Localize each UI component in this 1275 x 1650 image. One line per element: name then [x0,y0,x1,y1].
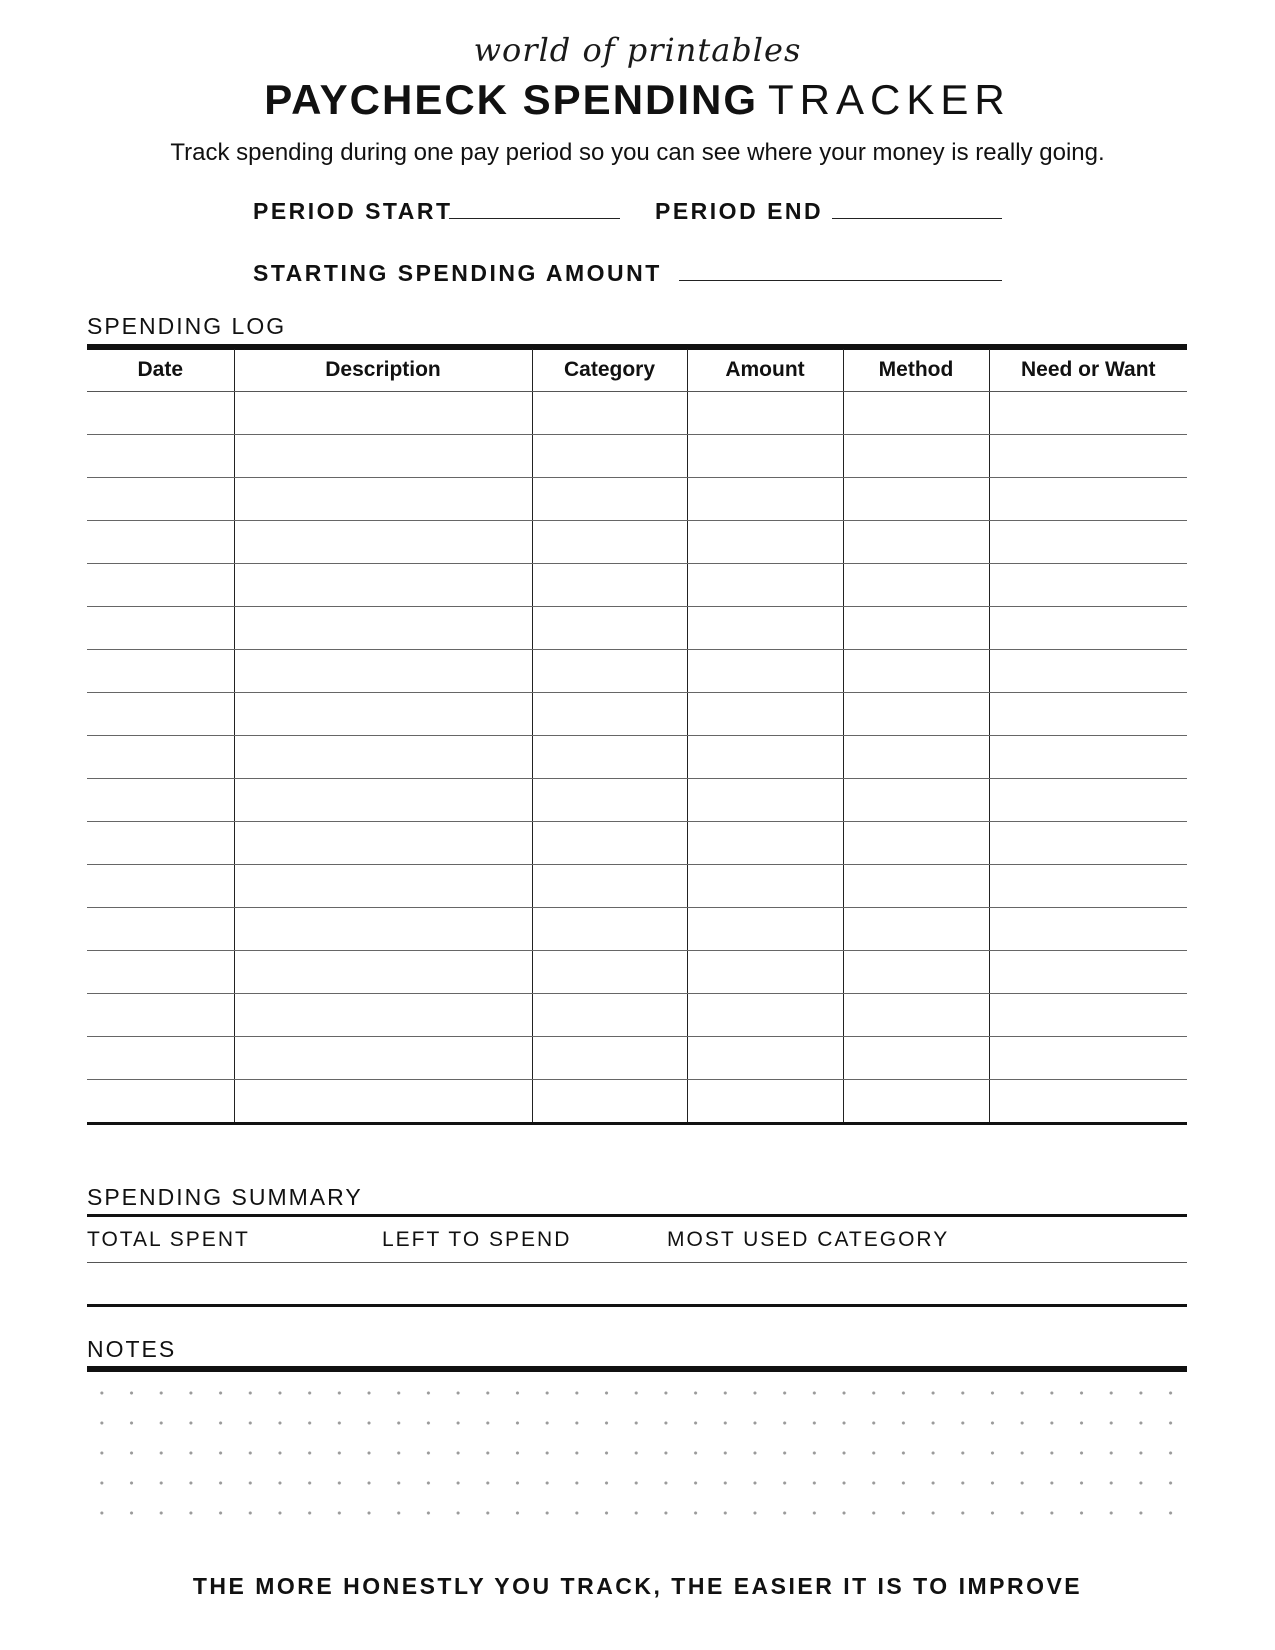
cell-date[interactable] [87,564,234,607]
cell-category[interactable] [532,435,687,478]
table-row [87,736,1187,779]
cell-description[interactable] [234,478,532,521]
cell-method[interactable] [843,908,989,951]
cell-date[interactable] [87,392,234,435]
cell-amount[interactable] [687,779,843,822]
cell-amount[interactable] [687,822,843,865]
starting-amount-field[interactable] [679,280,1002,281]
cell-description[interactable] [234,779,532,822]
notes-dot-grid[interactable] [87,1378,1187,1538]
cell-need-or-want[interactable] [989,994,1187,1037]
cell-category[interactable] [532,779,687,822]
cell-method[interactable] [843,607,989,650]
cell-date[interactable] [87,822,234,865]
cell-need-or-want[interactable] [989,478,1187,521]
table-row [87,435,1187,478]
table-row [87,607,1187,650]
cell-category[interactable] [532,392,687,435]
cell-description[interactable] [234,607,532,650]
cell-description[interactable] [234,1037,532,1080]
page-title-light: TRACKER [768,76,1011,123]
cell-category[interactable] [532,822,687,865]
cell-amount[interactable] [687,908,843,951]
cell-method[interactable] [843,650,989,693]
cell-date[interactable] [87,865,234,908]
column-category: Category [532,349,687,392]
cell-description[interactable] [234,951,532,994]
cell-date[interactable] [87,908,234,951]
cell-need-or-want[interactable] [989,822,1187,865]
period-end-label: PERIOD END [655,198,824,224]
cell-need-or-want[interactable] [989,1037,1187,1080]
notes-top-rule [87,1366,1187,1372]
table-row [87,908,1187,951]
cell-amount[interactable] [687,865,843,908]
table-row [87,865,1187,908]
cell-date[interactable] [87,951,234,994]
table-row [87,994,1187,1037]
page-title-bold: PAYCHECK SPENDING [264,76,759,123]
period-start-label: PERIOD START [253,198,453,224]
page-subtitle: Track spending during one pay period so you can see where your money is really going. [170,139,1105,166]
cell-category[interactable] [532,693,687,736]
cell-method[interactable] [843,779,989,822]
cell-category[interactable] [532,521,687,564]
period-start-field[interactable] [449,218,620,219]
cell-description[interactable] [234,736,532,779]
cell-method[interactable] [843,521,989,564]
cell-need-or-want[interactable] [989,521,1187,564]
cell-description[interactable] [234,693,532,736]
cell-amount[interactable] [687,521,843,564]
cell-category[interactable] [532,650,687,693]
cell-date[interactable] [87,650,234,693]
cell-category[interactable] [532,908,687,951]
cell-date[interactable] [87,607,234,650]
cell-need-or-want[interactable] [989,693,1187,736]
summary-entry-field[interactable] [87,1263,1187,1303]
cell-method[interactable] [843,1080,989,1124]
cell-date[interactable] [87,994,234,1037]
cell-need-or-want[interactable] [989,908,1187,951]
table-row [87,1037,1187,1080]
period-end-field[interactable] [832,218,1002,219]
cell-description[interactable] [234,521,532,564]
cell-category[interactable] [532,865,687,908]
cell-need-or-want[interactable] [989,736,1187,779]
spending-log-table [87,349,1187,1125]
cell-need-or-want[interactable] [989,650,1187,693]
cell-amount[interactable] [687,1037,843,1080]
table-header-row [87,349,1187,392]
cell-category[interactable] [532,736,687,779]
table-row [87,1080,1187,1124]
cell-category[interactable] [532,564,687,607]
cell-category[interactable] [532,994,687,1037]
column-method: Method [843,349,989,392]
cell-date[interactable] [87,736,234,779]
table-row [87,521,1187,564]
cell-amount[interactable] [687,650,843,693]
footer-motto: THE MORE HONESTLY YOU TRACK, THE EASIER IT IS TO IMPROVE [192,1573,1083,1599]
cell-method[interactable] [843,392,989,435]
cell-amount[interactable] [687,435,843,478]
table-row [87,650,1187,693]
cell-date[interactable] [87,693,234,736]
cell-date[interactable] [87,478,234,521]
cell-description[interactable] [234,392,532,435]
cell-amount[interactable] [687,478,843,521]
table-row [87,779,1187,822]
cell-need-or-want[interactable] [989,865,1187,908]
brand-logo: world of printables [473,31,802,69]
column-description: Description [234,349,532,392]
cell-need-or-want[interactable] [989,392,1187,435]
column-date: Date [87,349,234,392]
cell-date[interactable] [87,779,234,822]
cell-description[interactable] [234,650,532,693]
table-row [87,693,1187,736]
cell-category[interactable] [532,1080,687,1124]
cell-method[interactable] [843,564,989,607]
cell-method[interactable] [843,736,989,779]
table-row [87,951,1187,994]
cell-amount[interactable] [687,736,843,779]
cell-description[interactable] [234,865,532,908]
cell-need-or-want[interactable] [989,564,1187,607]
cell-amount[interactable] [687,392,843,435]
table-row [87,564,1187,607]
table-row [87,478,1187,521]
column-need-or-want: Need or Want [989,349,1187,392]
cell-date[interactable] [87,1080,234,1124]
cell-description[interactable] [234,994,532,1037]
cell-method[interactable] [843,1037,989,1080]
total-spent-label: TOTAL SPENT [87,1228,250,1251]
column-amount: Amount [687,349,843,392]
cell-amount[interactable] [687,994,843,1037]
cell-amount[interactable] [687,564,843,607]
cell-method[interactable] [843,478,989,521]
cell-need-or-want[interactable] [989,951,1187,994]
notes-title: NOTES [87,1336,177,1362]
cell-amount[interactable] [687,951,843,994]
cell-description[interactable] [234,435,532,478]
left-to-spend-label: LEFT TO SPEND [382,1228,572,1251]
cell-method[interactable] [843,951,989,994]
cell-category[interactable] [532,478,687,521]
cell-method[interactable] [843,994,989,1037]
cell-amount[interactable] [687,1080,843,1124]
cell-description[interactable] [234,908,532,951]
spending-log-title: SPENDING LOG [87,313,287,339]
cell-date[interactable] [87,1037,234,1080]
cell-description[interactable] [234,564,532,607]
table-row [87,822,1187,865]
cell-amount[interactable] [687,693,843,736]
cell-amount[interactable] [687,607,843,650]
cell-category[interactable] [532,951,687,994]
table-row [87,392,1187,435]
page-title [0,76,1275,124]
cell-method[interactable] [843,435,989,478]
cell-description[interactable] [234,822,532,865]
cell-need-or-want[interactable] [989,435,1187,478]
cell-category[interactable] [532,607,687,650]
starting-amount-label: STARTING SPENDING AMOUNT [253,260,662,286]
cell-need-or-want[interactable] [989,1080,1187,1124]
cell-description[interactable] [234,1080,532,1124]
cell-date[interactable] [87,435,234,478]
cell-category[interactable] [532,1037,687,1080]
cell-method[interactable] [843,693,989,736]
summary-top-rule [87,1214,1187,1217]
cell-method[interactable] [843,865,989,908]
most-used-category-label: MOST USED CATEGORY [667,1228,950,1251]
cell-need-or-want[interactable] [989,779,1187,822]
cell-need-or-want[interactable] [989,607,1187,650]
cell-date[interactable] [87,521,234,564]
spending-summary-title: SPENDING SUMMARY [87,1184,363,1210]
cell-method[interactable] [843,822,989,865]
summary-bottom-rule [87,1304,1187,1307]
